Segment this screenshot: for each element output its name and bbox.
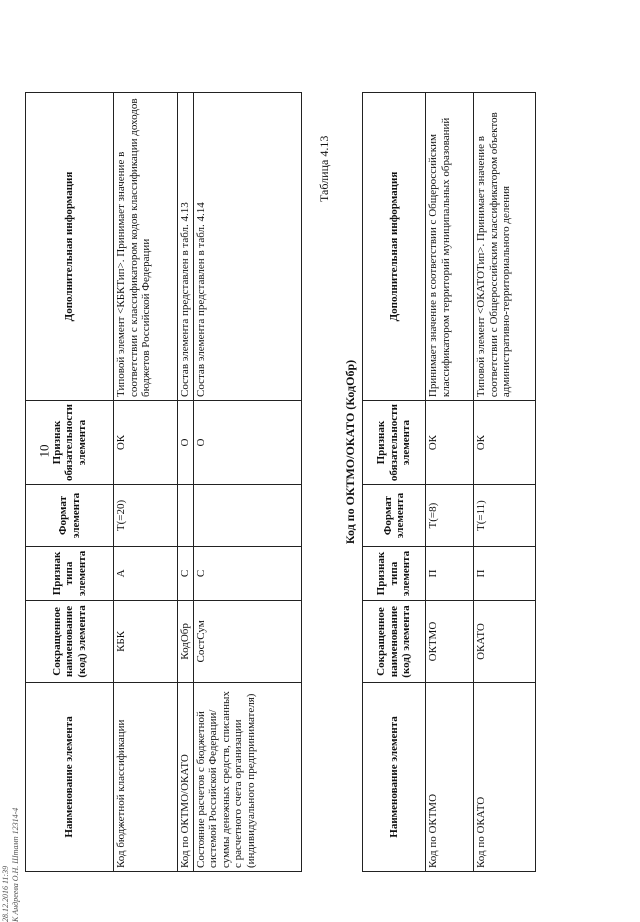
header-format: Формат элемента — [363, 485, 426, 547]
header-code: Сокращенное наименование (код) элемента — [363, 601, 426, 683]
cell-name: Состояние расчетов с бюджетной системой Российской Федерации/суммы денежных средств, списанных с расчетного счета организации (индивидуального предпринимателя) — [193, 682, 301, 871]
cell-format: Т(=20) — [114, 485, 178, 547]
header-name: Наименование элемента — [26, 682, 114, 871]
header-required: Признак обязательности элемента — [363, 401, 426, 485]
cell-type: С — [178, 546, 194, 600]
page-number: 10 — [36, 444, 52, 458]
table-title: Код по ОКТМО/ОКАТО (КодОбр) — [343, 359, 357, 545]
cell-format — [193, 485, 301, 547]
cell-name: Код по ОКТМО/ОКАТО — [178, 682, 194, 871]
cell-type: П — [474, 547, 536, 601]
cell-code: ОКАТО — [474, 601, 536, 683]
table-row — [474, 93, 536, 872]
cell-info: Типовой элемент <ОКАТОТип>. Принимает значение в соответствии с Общероссийским классификатором объектов административно-территориального деления — [474, 93, 536, 401]
table-row — [426, 93, 474, 872]
table-header-row — [363, 93, 426, 872]
header-format: Формат элемента — [26, 485, 114, 547]
cell-required: ОК — [114, 401, 178, 485]
cell-required: ОК — [474, 401, 536, 485]
table-oktmo-okato — [362, 92, 536, 872]
stamp-date: 28.12.2016 11:39 — [1, 865, 10, 922]
cell-type: С — [193, 546, 301, 600]
header-required: Признак обязательности элемента — [26, 401, 114, 485]
cell-info: Состав элемента представлен в табл. 4.14 — [193, 93, 301, 401]
cell-code: КБК — [114, 600, 178, 682]
cell-format — [178, 485, 194, 547]
cell-info: Принимает значение в соответствии с Общероссийским классификатором территорий муниципальных образований — [426, 93, 474, 401]
cell-required: О — [193, 401, 301, 485]
cell-format: Т(=11) — [474, 485, 536, 547]
header-code: Сокращенное наименование (код) элемента — [26, 600, 114, 682]
header-info: Дополнительная информация — [26, 93, 114, 401]
stamp-text: К Андреева О.Н. Штамп 12314-4 — [11, 807, 20, 922]
cell-code: СостСум — [193, 600, 301, 682]
cell-code: КодОбр — [178, 600, 194, 682]
header-type: Признак типа элемента — [363, 547, 426, 601]
rotated-page-content — [1, 22, 615, 922]
table-row — [178, 93, 194, 872]
cell-required: О — [178, 401, 194, 485]
table-header-row — [26, 93, 114, 872]
table-row — [193, 93, 301, 872]
cell-info: Состав элемента представлен в табл. 4.13 — [178, 93, 194, 401]
cell-code: ОКТМО — [426, 601, 474, 683]
cell-info: Типовой элемент <КБКТип>. Принимает значение в соответствии с классификатором кодов классификации доходов бюджетов Российской Федерации — [114, 93, 178, 401]
table-label: Таблица 4.13 — [317, 135, 331, 202]
cell-type: П — [426, 547, 474, 601]
table-element-composition — [25, 92, 302, 872]
cell-type: А — [114, 546, 178, 600]
cell-required: ОК — [426, 401, 474, 485]
table-row — [114, 93, 178, 872]
cell-name: Код по ОКАТО — [474, 682, 536, 871]
cell-format: Т(=8) — [426, 485, 474, 547]
header-type: Признак типа элемента — [26, 546, 114, 600]
header-info: Дополнительная информация — [363, 93, 426, 401]
cell-name: Код по ОКТМО — [426, 682, 474, 871]
cell-name: Код бюджетной классификации — [114, 682, 178, 871]
header-name: Наименование элемента — [363, 682, 426, 871]
